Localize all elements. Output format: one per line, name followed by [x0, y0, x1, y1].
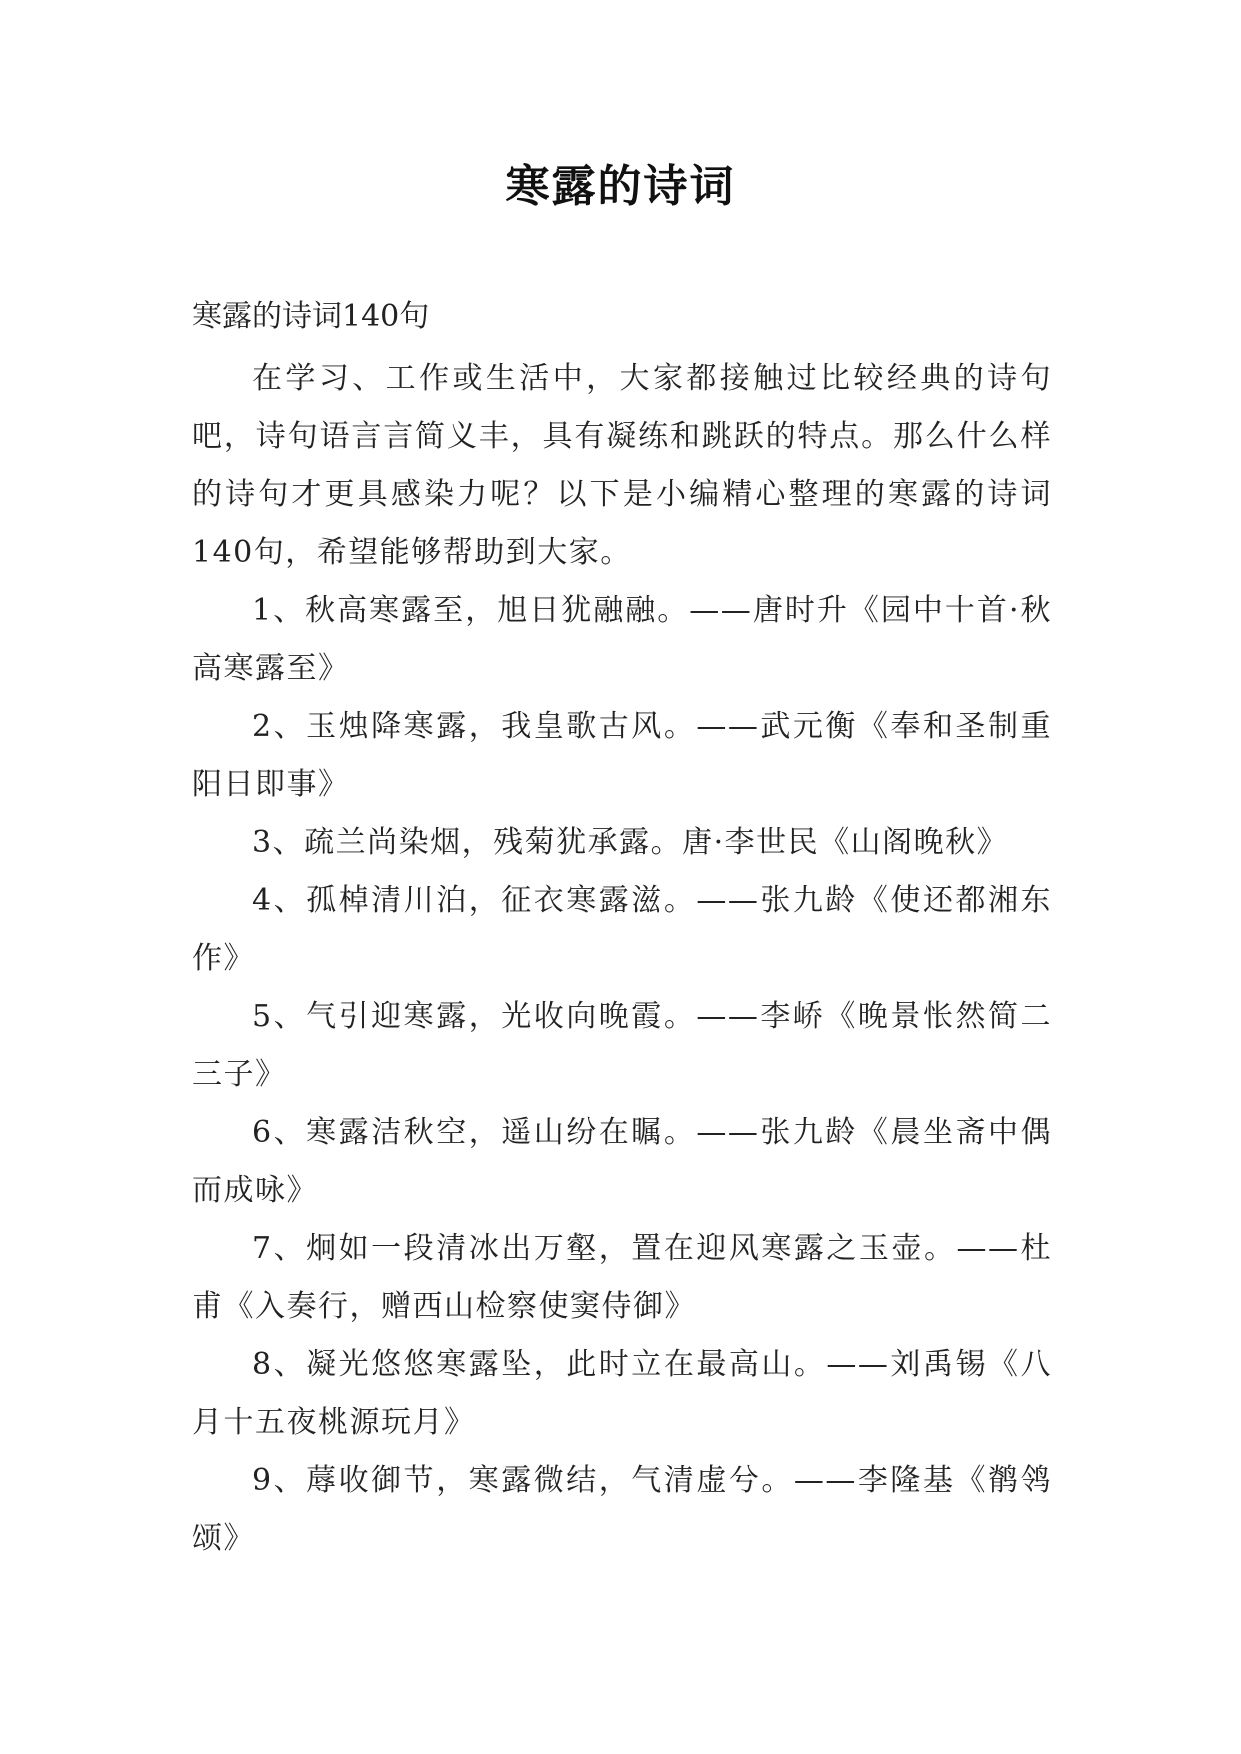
poem-item: 7、炯如一段清冰出万壑，置在迎风寒露之玉壶。——杜甫《入奏行，赠西山检察使窦侍御》 — [192, 1231, 1052, 1324]
intro-paragraph: 在学习、工作或生活中，大家都接触过比较经典的诗句吧，诗句语言言简义丰，具有凝练和跳跃的特点。那么什么样的诗句才更具感染力呢？以下是小编精心整理的寒露的诗词140句，希望能够帮助到大家。 — [192, 361, 1052, 570]
poem-item: 1、秋高寒露至，旭日犹融融。——唐时升《园中十首·秋高寒露至》 — [192, 593, 1052, 686]
poem-item: 5、气引迎寒露，光收向晚霞。——李峤《晚景怅然简二三子》 — [192, 999, 1052, 1092]
poem-item: 2、玉烛降寒露，我皇歌古风。——武元衡《奉和圣制重阳日即事》 — [192, 709, 1052, 802]
page-title: 寒露的诗词 — [505, 161, 736, 212]
poem-item: 9、蓐收御节，寒露微结，气清虚兮。——李隆基《鹡鸰颂》 — [192, 1463, 1052, 1556]
poem-item: 3、疏兰尚染烟，残菊犹承露。唐·李世民《山阁晚秋》 — [252, 825, 1009, 860]
document-subtitle: 寒露的诗词140句 — [192, 299, 430, 334]
poem-item: 8、凝光悠悠寒露坠，此时立在最高山。——刘禹锡《八月十五夜桃源玩月》 — [192, 1347, 1052, 1440]
document-content — [192, 350, 1052, 1568]
poem-item: 6、寒露洁秋空，遥山纷在瞩。——张九龄《晨坐斋中偶而成咏》 — [192, 1115, 1052, 1208]
poem-item: 4、孤棹清川泊，征衣寒露滋。——张九龄《使还都湘东作》 — [192, 883, 1052, 976]
